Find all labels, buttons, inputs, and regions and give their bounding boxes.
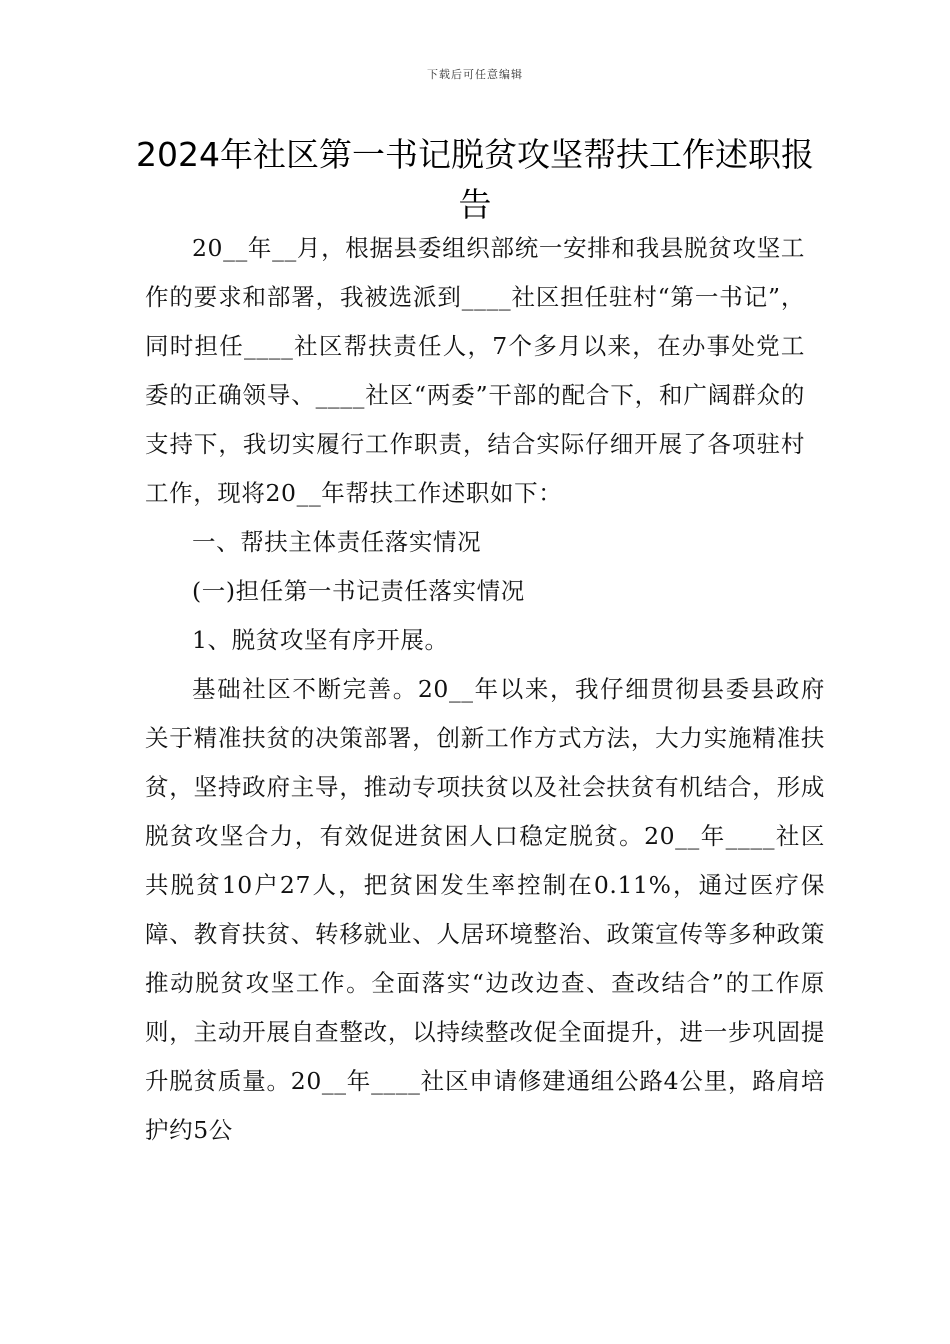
intro-paragraph: 20__年__月，根据县委组织部统一安排和我县脱贫攻坚工作的要求和部署，我被选派到____社区担任驻村“第一书记”，同时担任____社区帮扶责任人，7个多月以来，在办事处党工委的正确领导、____社区“两委”干部的配合下，和广阔群众的支持下，我切实履行工作职责，结合实际仔细开展了各项驻村工作，现将20__年帮扶工作述职如下： — [145, 234, 805, 507]
subsection-heading-1: (一)担任第一书记责任落实情况 — [192, 577, 525, 605]
header-note: 下载后可任意编辑 — [427, 68, 523, 81]
section-heading-1: 一、帮扶主体责任落实情况 — [192, 528, 482, 556]
body-paragraph-1: 基础社区不断完善。20__年以来，我仔细贯彻县委县政府关于精准扶贫的决策部署，创新工作方式方法，大力实施精准扶贫，坚持政府主导，推动专项扶贫以及社会扶贫有机结合，形成脱贫攻坚合力，有效促进贫困人口稳定脱贫。20__年____社区共脱贫10户27人，把贫困发生率控制在0.11%，通过医疗保障、教育扶贫、转移就业、人居环境整治、政策宣传等多种政策推动脱贫攻坚工作。全面落实“边改边查、查改结合”的工作原则，主动开展自查整改，以持续整改促全面提升，进一步巩固提升脱贫质量。20__年____社区申请修建通组公路4公里，路肩培护约5公 — [145, 675, 825, 1144]
document-title: 2024年社区第一书记脱贫攻坚帮扶工作述职报告 — [136, 135, 814, 224]
item-heading-1: 1、脱贫攻坚有序开展。 — [192, 626, 449, 654]
document-body — [145, 224, 825, 1155]
